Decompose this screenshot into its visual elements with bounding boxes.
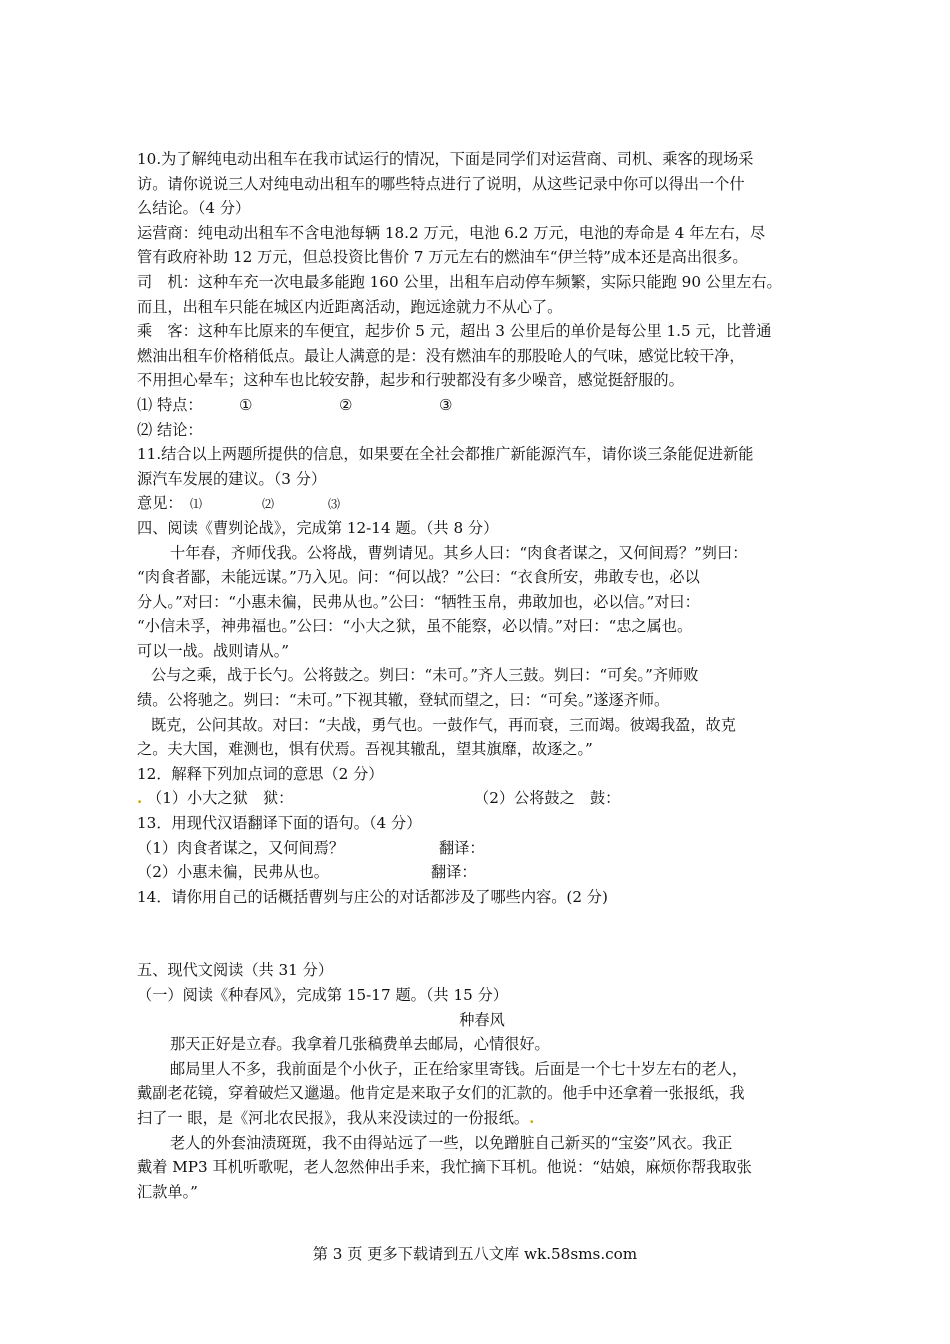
features-line <box>137 393 827 418</box>
suggestions-label: 意见： <box>137 494 183 513</box>
section-5-heading: 五、现代文阅读（共 31 分） <box>137 961 334 980</box>
q12-item-1: （1）小大之狱 狱： <box>147 789 294 808</box>
q14-heading: 14．请你用自己的话概括曹刿与庄公的对话都涉及了哪些内容。(2 分) <box>137 887 608 906</box>
classical-text-line-2: “肉食者鄙，未能远谋。”乃入见。问：“何以战？”公曰：“衣食所安，弗敢专也，必以 <box>137 568 700 587</box>
q13-item-2-translate-label: 翻译： <box>431 863 477 882</box>
conclusion-line: ⑵ 结论： <box>137 420 203 439</box>
passage-paragraph-3-line-3: 汇款单。” <box>137 1182 198 1201</box>
passage-paragraph-3-line-2: 戴着 MP3 耳机听歌呢，老人忽然伸出手来，我忙摘下耳机。他说：“姑娘，麻烦你帮我取张 <box>137 1158 752 1177</box>
feature-1-marker: ① <box>239 395 253 414</box>
emphasis-dot: . <box>137 789 143 808</box>
passage-paragraph-2-line-3-text: 扫了一 眼，是《河北农民报》，我从来没读过的一份报纸。 <box>137 1108 530 1127</box>
passenger-line-1: 乘 客：这种车比原来的车便宜，起步价 5 元，超出 3 公里后的单价是每公里 1.5 元，比普通 <box>137 322 772 341</box>
passage-paragraph-2-line-2: 戴副老花镜，穿着破烂又邋遢。他肯定是来取子女们的汇款的。他手中还拿着一张报纸，我 <box>137 1084 745 1103</box>
passenger-line-3: 不用担心晕车；这种车也比较安静，起步和行驶都没有多少噪音，感觉挺舒服的。 <box>137 371 684 390</box>
q10-line-2: 访。请你说说三人对纯电动出租车的哪些特点进行了说明，从这些记录中你可以得出一个什 <box>137 174 745 193</box>
driver-line-1: 司 机：这种车充一次电最多能跑 160 公里，出租车启动停车频繁，实际只能跑 90 公里左右。 <box>137 272 782 291</box>
q12-items <box>137 786 827 811</box>
suggestion-3-marker: ⑶ <box>328 497 341 512</box>
passenger-line-2: 燃油出租车价格稍低点。最让人满意的是：没有燃油车的那股呛人的气味，感觉比较干净， <box>137 346 745 365</box>
q13-item-2-text: （2）小惠未徧，民弗从也。 <box>137 863 329 882</box>
features-label: ⑴ 特点： <box>137 395 203 414</box>
passage-paragraph-1: 那天正好是立春。我拿着几张稿费单去邮局，心情很好。 <box>170 1035 550 1054</box>
suggestion-2-marker: ⑵ <box>262 497 275 512</box>
driver-line-2: 而且，出租车只能在城区内近距离活动，跑远途就力不从心了。 <box>137 297 563 316</box>
operator-line-1: 运营商：纯电动出租车不含电池每辆 18.2 万元，电池 6.2 万元，电池的寿命是 4 年左右，尽 <box>137 223 766 242</box>
classical-text-line-3: 分人。”对曰：“小惠未徧，民弗从也。”公曰：“牺牲玉帛，弗敢加也，必以信。”对曰： <box>137 592 700 611</box>
passage-paragraph-2-line-1: 邮局里人不多，我前面是个小伙子，正在给家里寄钱。后面是一个七十岁左右的老人， <box>170 1059 748 1078</box>
q10-line-1: 10.为了解纯电动出租车在我市试运行的情况，下面是同学们对运营商、司机、乘客的现场采 <box>137 150 754 168</box>
passage-title: 种春风 <box>459 1010 505 1029</box>
classical-text-line-8: 既克，公问其故。对曰：“夫战，勇气也。一鼓作气，再而衰，三而竭。彼竭我盈，故克 <box>151 715 736 734</box>
q13-heading: 13．用现代汉语翻译下面的语句。（4 分） <box>137 814 422 833</box>
classical-text-line-5: 可以一战。战则请从。” <box>137 641 290 660</box>
q12-item-2: （2）公将鼓之 鼓： <box>474 789 621 808</box>
q13-item-1 <box>137 836 827 861</box>
q11-line-2: 源汽车发展的建议。（3 分） <box>137 469 327 488</box>
q11-line-1: 11.结合以上两题所提供的信息，如果要在全社会都推广新能源汽车，请你谈三条能促进新能 <box>137 445 754 464</box>
q13-item-1-translate-label: 翻译： <box>439 838 485 857</box>
classical-text-line-9: 之。夫大国，难测也，惧有伏焉。吾视其辙乱，望其旗靡，故逐之。” <box>137 740 593 759</box>
section-4-heading: 四、阅读《曹刿论战》，完成第 12-14 题。（共 8 分） <box>137 518 499 537</box>
passage-paragraph-3-line-1: 老人的外套油渍斑斑，我不由得站远了一些，以免蹭脏自己新买的“宝姿”风衣。我正 <box>170 1133 733 1152</box>
page-content <box>137 147 827 1204</box>
q13-item-2 <box>137 860 827 885</box>
suggestions-line <box>137 491 827 516</box>
classical-text-line-7: 绩。公将驰之。刿曰：“未可。”下视其辙，登轼而望之，曰：“可矣。”遂逐齐师。 <box>137 691 670 710</box>
classical-text-line-4: “小信未孚，神弗福也。”公曰：“小大之狱，虽不能察，必以情。”对曰：“忠之属也。 <box>137 617 693 636</box>
section-5-subheading: （一）阅读《种春风》，完成第 15-17 题。（共 15 分） <box>137 986 508 1004</box>
suggestion-1-marker: ⑴ <box>190 497 203 512</box>
q10-line-3: 么结论。（4 分） <box>137 199 251 218</box>
operator-line-2: 管有政府补助 12 万元，但总投资比售价 7 万元左右的燃油车“伊兰特”成本还是高出很多。 <box>137 248 748 267</box>
classical-text-line-1: 十年春，齐师伐我。公将战，曹刿请见。其乡人曰：“肉食者谋之，又何间焉？”刿曰： <box>170 543 748 562</box>
q13-item-1-text: （1）肉食者谋之，又何间焉？ <box>137 838 345 857</box>
classical-text-line-6: 公与之乘，战于长勺。公将鼓之。刿曰：“未可。”齐人三鼓。刿曰：“可矣。”齐师败 <box>151 666 699 685</box>
blank-answer-space <box>137 909 827 958</box>
page-footer: 第 3 页 更多下载请到五八文库 wk.58sms.com <box>312 1245 638 1263</box>
passage-paragraph-2-line-3 <box>137 1106 827 1131</box>
feature-2-marker: ② <box>339 395 353 414</box>
feature-3-marker: ③ <box>439 395 453 414</box>
q12-heading: 12．解释下列加点词的意思（2 分） <box>137 764 384 783</box>
stray-dot: . <box>529 1108 535 1127</box>
